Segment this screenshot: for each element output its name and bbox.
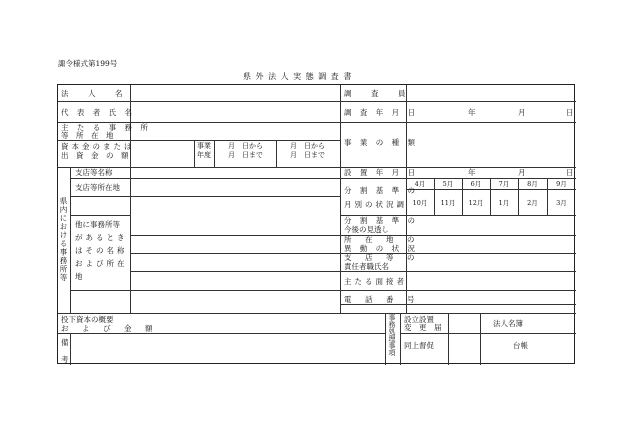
- divider: [340, 85, 341, 313]
- label-setup-1: 設立設置: [404, 315, 434, 324]
- label-fiscal-2: 年度: [197, 151, 211, 159]
- label-capital-1: 資本金のまたは: [61, 142, 135, 151]
- divider: [70, 333, 71, 365]
- label-in-prefecture-offices: 県内における事務所等: [59, 197, 68, 282]
- label-business-type: 事 業 の 種 類: [344, 138, 419, 147]
- divider: [70, 167, 71, 313]
- label-resp-2: 責任者職氏名: [344, 262, 389, 271]
- label-branch-location: 支店等所在地: [75, 183, 120, 192]
- divider: [480, 313, 481, 365]
- label-from-1: 月 日から: [228, 142, 263, 150]
- label-remarks-2: 考: [61, 355, 69, 364]
- label-setup-2: 変 更 届: [404, 323, 442, 332]
- month-cell: 5月: [442, 180, 454, 188]
- label-office-items: 事務処理事項: [388, 314, 396, 356]
- divider: [70, 215, 130, 216]
- divider: [385, 313, 386, 365]
- label-remarks-1: 備: [61, 338, 69, 347]
- month-cell: 10月: [412, 199, 428, 207]
- label-outlook-1: 分 割 基 準 の: [344, 216, 419, 225]
- label-relocation-2: 異 動 の 状 況: [344, 244, 419, 253]
- divider: [340, 304, 576, 305]
- month-cell: 3月: [556, 199, 567, 207]
- divider: [340, 178, 576, 179]
- divider: [58, 333, 385, 334]
- label-phone: 電 話 番 号: [344, 295, 418, 304]
- label-resp-1: 支 店 等 の: [344, 253, 418, 262]
- month-cell: 8月: [527, 180, 538, 188]
- label-division-2: 月別の状況調: [344, 200, 407, 209]
- label-to-1: 月 日まで: [228, 151, 263, 159]
- label-invest-1: 投下資本の概要: [61, 315, 114, 324]
- label-estab-date: 設 置 年 月 日: [344, 168, 419, 177]
- label-capital-2: 出 資 金 の 額: [61, 151, 129, 160]
- form-code: 諏令様式第199号: [58, 59, 118, 68]
- estab-day-unit: 日: [566, 168, 574, 177]
- label-urge: 同上督促: [404, 341, 434, 350]
- divider: [130, 253, 340, 254]
- divider: [58, 101, 576, 102]
- divider: [340, 290, 576, 291]
- month-cell: 7月: [498, 180, 510, 188]
- divider: [194, 140, 195, 167]
- divider: [58, 140, 340, 141]
- label-main-office-1: 主 た る 事 務 所: [61, 123, 151, 132]
- label-ledger: 台帳: [513, 341, 528, 350]
- divider: [340, 271, 576, 272]
- divider: [70, 178, 340, 179]
- divider: [130, 271, 340, 272]
- divider: [400, 333, 576, 334]
- label-relocation-1: 所 在 地 の: [344, 235, 418, 244]
- label-corp-name: 法 人 名: [61, 89, 129, 98]
- divider: [276, 140, 277, 167]
- divider: [70, 196, 340, 197]
- month-cell: 6月: [470, 180, 482, 188]
- month-cell: 2月: [527, 199, 538, 207]
- estab-month-unit: 月: [518, 168, 526, 177]
- label-main-office-2: 等 所 在 地: [61, 131, 114, 140]
- month-cell: 9月: [556, 180, 567, 188]
- divider: [58, 313, 576, 314]
- label-rep-name: 代 表 者 氏 名: [61, 108, 136, 117]
- form-title: 県 外 法 人 実 態 調 査 書: [243, 72, 353, 81]
- label-other-1: 他に事務所等: [75, 220, 120, 229]
- estab-year-unit: 年: [468, 168, 476, 177]
- divider: [130, 235, 340, 236]
- label-fiscal-1: 事業: [197, 142, 211, 150]
- month-cell: 12月: [468, 199, 484, 207]
- label-other-5: 地: [75, 272, 83, 281]
- month-cell: 4月: [414, 180, 426, 188]
- divider: [400, 313, 401, 365]
- label-division-1: 分 割 基 準 の: [344, 186, 419, 195]
- divider: [214, 140, 215, 167]
- divider: [406, 189, 576, 190]
- label-to-2: 月 日まで: [290, 151, 325, 159]
- survey-year-unit: 年: [468, 108, 476, 117]
- label-investigator: 調 査 員: [344, 89, 412, 98]
- label-branch-name: 支店等名称: [75, 168, 113, 177]
- divider: [448, 313, 449, 365]
- label-interviewee: 主たる面接者: [344, 277, 407, 286]
- survey-day-unit: 日: [566, 108, 574, 117]
- divider: [130, 167, 131, 313]
- survey-month-unit: 月: [518, 108, 526, 117]
- month-cell: 11月: [440, 199, 456, 207]
- label-outlook-2: 今後の見透し: [344, 225, 389, 234]
- label-other-4: および所在: [75, 259, 128, 268]
- label-other-3: はその名称: [75, 246, 128, 255]
- divider: [58, 167, 576, 168]
- label-corp-list: 法人名簿: [493, 319, 523, 328]
- label-survey-date: 調 査 年 月 日: [344, 108, 419, 117]
- month-cell: 1月: [498, 199, 510, 207]
- survey-form-table: [57, 84, 575, 364]
- label-invest-2: お よ び 金 額: [61, 324, 156, 333]
- label-other-2: があるとき: [75, 233, 128, 242]
- divider: [70, 290, 340, 291]
- label-from-2: 月 日から: [290, 142, 325, 150]
